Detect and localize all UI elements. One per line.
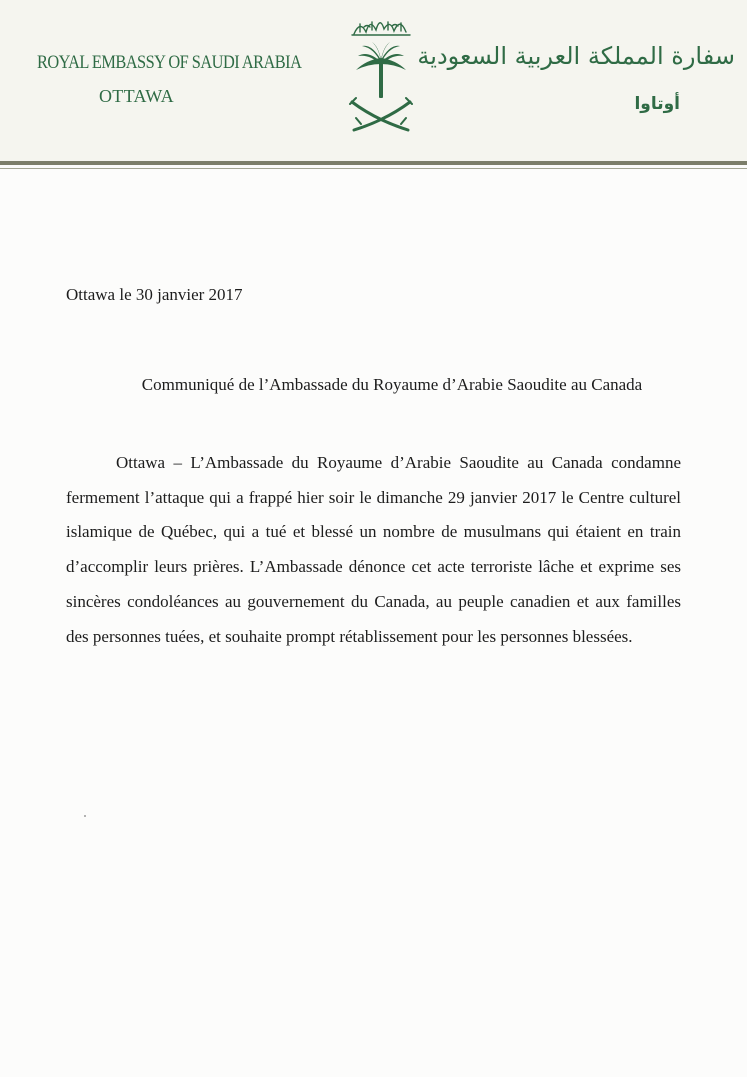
letterhead-divider-thin — [0, 168, 747, 169]
arabic-embassy-name: سفارة المملكة العربية السعودية — [417, 42, 735, 70]
shahada-calligraphy — [352, 22, 410, 35]
communique-body: Ottawa – L’Ambassade du Royaume d’Arabie Saoudite au Canada condamne fermement l’attaque qui a frappé hier soir le dimanche 29 janvier 2017 le Centre culturel islamique de Québec, qui a tué et blessé un nombre de musulmans qui étaient en train d’accomplir leurs prières. L’Ambassade dénonce cet acte terroriste lâche et exprime ses sincères condoléances au gouvernement du Canada, au peuple canadien et aux familles des personnes tuées, et souhaite prompt rétablissement pour les personnes blessées. — [66, 453, 681, 646]
letterhead-divider — [0, 161, 747, 165]
arabic-embassy-city: أوتاوا — [634, 94, 680, 114]
letter-date: Ottawa le 30 janvier 2017 — [66, 285, 243, 304]
palm-and-crossed-swords-icon — [346, 10, 416, 135]
palm-tree — [356, 42, 406, 98]
communique-title: Communiqué de l’Ambassade du Royaume d’Arabie Saoudite au Canada — [141, 375, 643, 394]
embassy-city: OTTAWA — [99, 86, 174, 106]
letterhead — [0, 0, 747, 163]
crossed-swords — [350, 98, 412, 130]
paper-speck — [84, 815, 86, 817]
embassy-name: ROYAL EMBASSY OF SAUDI ARABIA — [37, 52, 302, 73]
